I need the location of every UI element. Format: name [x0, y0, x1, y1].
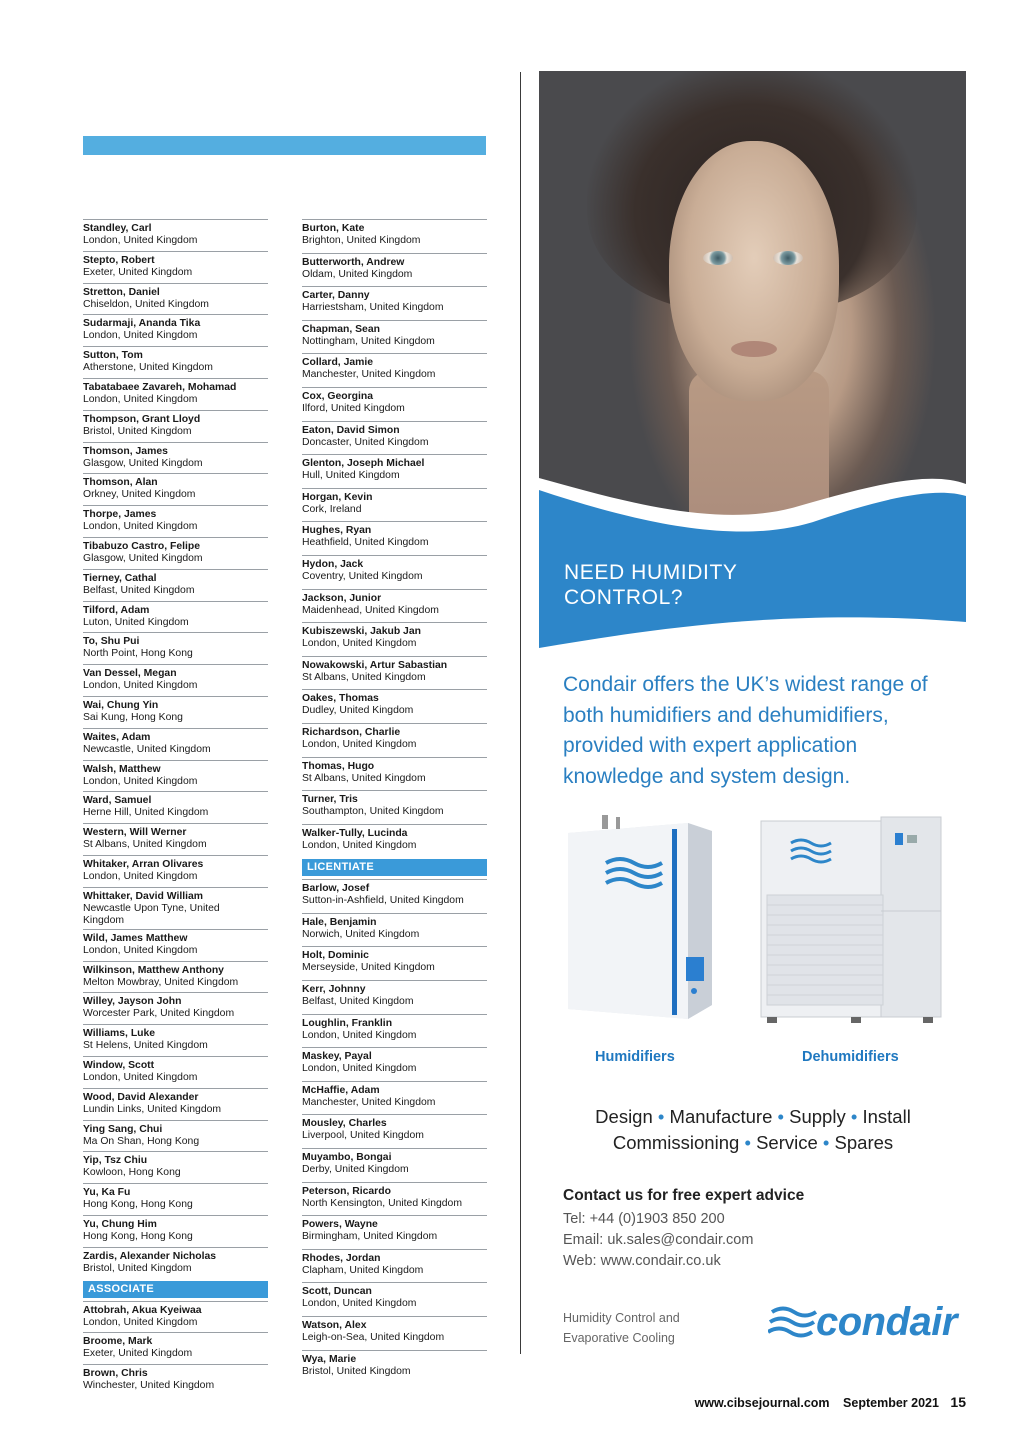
directory-entry	[302, 219, 487, 253]
directory-entry	[302, 555, 487, 589]
entry-location: Maidenhead, United Kingdom	[302, 604, 439, 616]
directory-entry	[302, 488, 487, 522]
services-line-1: Design • Manufacture • Supply • Install	[595, 1106, 911, 1127]
ad-blue-wave	[539, 460, 966, 652]
entry-name: Wya, Marie	[302, 1353, 357, 1365]
directory-entry	[302, 353, 487, 387]
entry-location: Dudley, United Kingdom	[302, 705, 414, 717]
entry-location: London, United Kingdom	[83, 521, 198, 533]
entry-name: Wood, David Alexander	[83, 1091, 199, 1103]
entry-location: Harriestsham, United Kingdom	[302, 302, 444, 314]
entry-location: London, United Kingdom	[83, 393, 198, 405]
entry-name: Thomson, Alan	[83, 477, 158, 489]
entry-name: Kerr, Johnny	[302, 984, 366, 996]
entry-name: Walker-Tully, Lucinda	[302, 827, 408, 839]
directory-entry	[83, 569, 268, 601]
entry-location: London, United Kingdom	[83, 1316, 198, 1328]
directory-entry	[302, 879, 487, 913]
entry-name: Willey, Jayson John	[83, 996, 182, 1008]
directory-column-2	[302, 219, 487, 1383]
directory-entry	[302, 521, 487, 555]
entry-name: Tibabuzo Castro, Felipe	[83, 540, 201, 552]
contact-tel: Tel: +44 (0)1903 850 200	[563, 1211, 725, 1227]
directory-entry	[302, 656, 487, 690]
entry-name: Whittaker, David William	[83, 890, 204, 902]
directory-entry	[302, 824, 487, 858]
membership-section-heading: ASSOCIATE	[83, 1281, 268, 1298]
entry-location: Chiseldon, United Kingdom	[83, 298, 209, 310]
entry-name: Attobrah, Akua Kyeiwaa	[83, 1304, 202, 1316]
entry-name: Nowakowski, Artur Sabastian	[302, 659, 448, 671]
entry-location: London, United Kingdom	[83, 1071, 198, 1083]
entry-location: Birmingham, United Kingdom	[302, 1231, 438, 1243]
entry-name: Kubiszewski, Jakub Jan	[302, 626, 421, 638]
entry-location: London, United Kingdom	[302, 638, 417, 650]
directory-entry	[302, 1148, 487, 1182]
entry-location: Kowloon, Hong Kong	[83, 1167, 181, 1179]
entry-location: Merseyside, United Kingdom	[302, 962, 435, 974]
directory-entry	[83, 378, 268, 410]
directory-entry	[302, 1215, 487, 1249]
entry-location: Derby, United Kingdom	[302, 1164, 409, 1176]
entry-name: Muyambo, Bongai	[302, 1152, 392, 1164]
entry-location: St Albans, United Kingdom	[302, 772, 426, 784]
entry-name: Rhodes, Jordan	[302, 1252, 381, 1264]
directory-entry	[83, 1215, 268, 1247]
entry-name: Van Dessel, Megan	[83, 668, 177, 680]
directory-entry	[83, 1183, 268, 1215]
entry-location: North Kensington, United Kingdom	[302, 1197, 462, 1209]
directory-entry	[83, 601, 268, 633]
entry-location: Sutton-in-Ashfield, United Kingdom	[302, 895, 464, 907]
directory-entry	[83, 887, 268, 929]
product-label-dehumidifiers: Dehumidifiers	[802, 1049, 899, 1065]
directory-entry	[302, 1316, 487, 1350]
directory-entry	[302, 454, 487, 488]
entry-location: London, United Kingdom	[302, 1029, 417, 1041]
contact-heading: Contact us for free expert advice	[563, 1187, 805, 1204]
entry-name: Carter, Danny	[302, 290, 370, 302]
directory-entry	[83, 728, 268, 760]
directory-entry	[302, 320, 487, 354]
entry-location: London, United Kingdom	[302, 1063, 417, 1075]
directory-entry	[83, 823, 268, 855]
entry-name: Loughlin, Franklin	[302, 1017, 393, 1029]
entry-name: Waites, Adam	[83, 731, 151, 743]
entry-name: Stretton, Daniel	[83, 286, 160, 298]
directory-entry	[83, 251, 268, 283]
entry-location: London, United Kingdom	[302, 738, 417, 750]
directory-entry	[83, 410, 268, 442]
page-number: 15	[950, 1394, 966, 1410]
entry-name: Watson, Alex	[302, 1320, 367, 1331]
entry-location: Liverpool, United Kingdom	[302, 1130, 424, 1142]
entry-location: Ma On Shan, Hong Kong	[83, 1135, 200, 1147]
entry-location: Belfast, United Kingdom	[83, 584, 195, 596]
entry-location: Ilford, United Kingdom	[302, 402, 405, 414]
entry-location: Orkney, United Kingdom	[83, 489, 196, 501]
directory-entry	[83, 632, 268, 664]
entry-location: London, United Kingdom	[83, 235, 198, 246]
contact-web: Web: www.condair.co.uk	[563, 1253, 721, 1269]
entry-location: Southampton, United Kingdom	[302, 806, 444, 818]
entry-location: Bristol, United Kingdom	[83, 425, 192, 437]
entry-location: Leigh-on-Sea, United Kingdom	[302, 1332, 445, 1343]
entry-location: Brighton, United Kingdom	[302, 235, 421, 246]
entry-name: Holt, Dominic	[302, 950, 369, 962]
condair-logo: condair	[816, 1300, 957, 1344]
directory-entry	[83, 855, 268, 887]
entry-name: Brown, Chris	[83, 1368, 148, 1380]
entry-name: Scott, Duncan	[302, 1286, 372, 1298]
product-label-humidifiers: Humidifiers	[595, 1049, 675, 1065]
directory-entry	[83, 1024, 268, 1056]
directory-column-1	[83, 219, 268, 1396]
entry-name: Stepto, Robert	[83, 254, 155, 266]
directory-entry	[83, 1088, 268, 1120]
entry-name: Ying Sang, Chui	[83, 1123, 163, 1135]
directory-entry	[83, 760, 268, 792]
directory-entry	[302, 1350, 487, 1384]
directory-entry	[83, 992, 268, 1024]
entry-name: Hughes, Ryan	[302, 525, 372, 537]
entry-name: Jackson, Junior	[302, 592, 382, 604]
directory-entry	[83, 346, 268, 378]
entry-name: Collard, Jamie	[302, 357, 374, 369]
directory-entry	[302, 622, 487, 656]
entry-name: Mousley, Charles	[302, 1118, 387, 1130]
entry-location: Sai Kung, Hong Kong	[83, 711, 183, 723]
membership-section-heading: LICENTIATE	[302, 859, 487, 876]
entry-name: Tilford, Adam	[83, 604, 150, 616]
directory-entry	[83, 505, 268, 537]
entry-location: Heathfield, United Kingdom	[302, 537, 429, 549]
directory-entry	[83, 929, 268, 961]
page-footer	[695, 1394, 966, 1410]
entry-location: Newcastle, United Kingdom	[83, 743, 211, 755]
footer-url: www.cibsejournal.com	[694, 1396, 830, 1410]
entry-location: Belfast, United Kingdom	[302, 996, 414, 1008]
entry-location: Newcastle Upon Tyne, United Kingdom	[83, 902, 220, 927]
directory-entry	[83, 791, 268, 823]
entry-location: London, United Kingdom	[83, 944, 198, 956]
directory-entry	[83, 1301, 268, 1333]
ad-headline-line-1: NEED HUMIDITY	[564, 561, 738, 584]
entry-name: Thomas, Hugo	[302, 760, 375, 772]
entry-name: Zardis, Alexander Nicholas	[83, 1250, 217, 1262]
entry-location: St Helens, United Kingdom	[83, 1040, 208, 1052]
directory-entry	[83, 696, 268, 728]
entry-name: Sutton, Tom	[83, 350, 143, 362]
entry-name: Window, Scott	[83, 1059, 155, 1071]
contact-email: Email: uk.sales@condair.com	[563, 1232, 754, 1248]
directory-entry	[302, 946, 487, 980]
directory-entry	[302, 1182, 487, 1216]
entry-name: Hydon, Jack	[302, 558, 364, 570]
humidifier-product-image	[562, 815, 717, 1045]
section-header-bar	[83, 136, 486, 155]
directory-entry	[302, 1047, 487, 1081]
dehumidifier-product-image	[755, 815, 965, 1045]
entry-name: Wilkinson, Matthew Anthony	[83, 964, 224, 976]
entry-name: Western, Will Werner	[83, 827, 187, 839]
entry-name: Thompson, Grant Lloyd	[83, 413, 201, 425]
entry-location: Hong Kong, Hong Kong	[83, 1199, 193, 1211]
entry-location: Worcester Park, United Kingdom	[83, 1008, 235, 1020]
entry-location: St Albans, United Kingdom	[302, 671, 426, 683]
entry-name: Tierney, Cathal	[83, 572, 157, 584]
entry-name: Turner, Tris	[302, 794, 358, 806]
column-divider	[520, 72, 521, 1354]
entry-location: Hong Kong, Hong Kong	[83, 1230, 193, 1242]
entry-name: Broome, Mark	[83, 1336, 153, 1348]
entry-name: Powers, Wayne	[302, 1219, 378, 1231]
entry-name: Eaton, David Simon	[302, 424, 400, 436]
entry-location: Bristol, United Kingdom	[83, 1262, 192, 1274]
directory-entry	[83, 1151, 268, 1183]
entry-name: Butterworth, Andrew	[302, 256, 405, 268]
entry-location: London, United Kingdom	[83, 330, 198, 342]
entry-location: Oldam, United Kingdom	[302, 268, 413, 280]
directory-entry	[302, 589, 487, 623]
entry-location: Lundin Links, United Kingdom	[83, 1103, 222, 1115]
directory-entry	[302, 757, 487, 791]
directory-entry	[83, 961, 268, 993]
entry-name: Wild, James Matthew	[83, 932, 188, 944]
entry-name: Burton, Kate	[302, 223, 365, 234]
entry-location: Coventry, United Kingdom	[302, 570, 423, 582]
entry-name: Thomson, James	[83, 445, 168, 457]
directory-entry	[302, 913, 487, 947]
entry-location: Clapham, United Kingdom	[302, 1264, 424, 1276]
entry-name: Richardson, Charlie	[302, 726, 401, 738]
entry-location: Glasgow, United Kingdom	[83, 552, 203, 564]
entry-location: Cork, Ireland	[302, 503, 362, 515]
entry-location: Herne Hill, United Kingdom	[83, 807, 209, 819]
entry-name: Walsh, Matthew	[83, 763, 161, 775]
ad-lead-text: Condair offers the UK’s widest range of both humidifiers and dehumidifiers, provided with expert application knowledge and system design.	[563, 673, 928, 788]
condair-wave-logo-icon	[768, 1304, 818, 1340]
directory-entry	[83, 473, 268, 505]
directory-entry	[83, 314, 268, 346]
directory-entry	[83, 664, 268, 696]
services-line-2: Commissioning • Service • Spares	[612, 1132, 894, 1153]
directory-entry	[302, 1014, 487, 1048]
entry-name: McHaffie, Adam	[302, 1084, 380, 1096]
entry-location: Glasgow, United Kingdom	[83, 457, 203, 469]
directory-entry	[83, 1332, 268, 1364]
entry-location: Manchester, United Kingdom	[302, 369, 436, 381]
entry-name: Whitaker, Arran Olivares	[83, 858, 204, 870]
entry-location: Nottingham, United Kingdom	[302, 335, 435, 347]
entry-location: North Point, Hong Kong	[83, 648, 193, 660]
directory-entry	[302, 790, 487, 824]
directory-entry	[302, 723, 487, 757]
directory-entry	[83, 537, 268, 569]
entry-name: Hale, Benjamin	[302, 916, 377, 928]
directory-entry	[302, 689, 487, 723]
entry-location: Melton Mowbray, United Kingdom	[83, 976, 239, 988]
entry-location: London, United Kingdom	[302, 1298, 417, 1310]
directory-entry	[83, 442, 268, 474]
directory-entry	[83, 1247, 268, 1279]
entry-location: Hull, United Kingdom	[302, 470, 400, 482]
entry-location: Winchester, United Kingdom	[83, 1380, 215, 1392]
entry-name: Standley, Carl	[83, 223, 152, 234]
entry-location: Bristol, United Kingdom	[302, 1365, 411, 1377]
ad-tagline: Humidity Control and Evaporative Cooling	[563, 1311, 680, 1345]
directory-entry	[302, 1114, 487, 1148]
entry-name: Barlow, Josef	[302, 883, 370, 895]
entry-location: Norwich, United Kingdom	[302, 928, 420, 940]
entry-name: Oakes, Thomas	[302, 693, 379, 705]
directory-entry	[83, 1364, 268, 1396]
directory-entry	[83, 1120, 268, 1152]
entry-name: Yu, Chung Him	[83, 1218, 157, 1230]
directory-entry	[83, 219, 268, 251]
directory-entry	[83, 1056, 268, 1088]
entry-location: London, United Kingdom	[302, 839, 417, 851]
footer-issue: September 2021	[843, 1396, 939, 1410]
entry-name: Yip, Tsz Chiu	[83, 1155, 148, 1167]
entry-name: To, Shu Pui	[83, 636, 140, 648]
entry-name: Peterson, Ricardo	[302, 1185, 391, 1197]
entry-name: Maskey, Payal	[302, 1051, 372, 1063]
entry-name: Wai, Chung Yin	[83, 699, 159, 711]
ad-headline-line-2: CONTROL?	[564, 586, 684, 609]
ad-headline	[564, 560, 737, 610]
entry-name: Horgan, Kevin	[302, 491, 373, 503]
entry-name: Chapman, Sean	[302, 323, 380, 335]
entry-name: Tabatabaee Zavareh, Mohamad	[83, 381, 237, 393]
directory-entry	[302, 286, 487, 320]
entry-location: Exeter, United Kingdom	[83, 266, 193, 278]
entry-name: Williams, Luke	[83, 1028, 156, 1040]
entry-location: Exeter, United Kingdom	[83, 1348, 193, 1360]
directory-entry	[302, 387, 487, 421]
directory-entry	[302, 1081, 487, 1115]
directory-entry	[302, 980, 487, 1014]
directory-entry	[302, 421, 487, 455]
directory-entry	[302, 253, 487, 287]
entry-location: St Albans, United Kingdom	[83, 839, 207, 851]
entry-location: London, United Kingdom	[83, 775, 198, 787]
entry-location: Luton, United Kingdom	[83, 616, 189, 628]
ad-services-list	[563, 1104, 943, 1156]
entry-name: Yu, Ka Fu	[83, 1187, 131, 1199]
directory-entry	[302, 1282, 487, 1316]
entry-name: Sudarmaji, Ananda Tika	[83, 318, 201, 330]
entry-location: Manchester, United Kingdom	[302, 1096, 436, 1108]
entry-name: Thorpe, James	[83, 509, 157, 521]
directory-entry	[302, 1249, 487, 1283]
entry-location: London, United Kingdom	[83, 870, 198, 882]
entry-location: Atherstone, United Kingdom	[83, 362, 213, 374]
entry-location: Doncaster, United Kingdom	[302, 436, 429, 448]
entry-name: Ward, Samuel	[83, 795, 152, 807]
entry-location: London, United Kingdom	[83, 680, 198, 692]
directory-entry	[83, 283, 268, 315]
entry-name: Glenton, Joseph Michael	[302, 458, 425, 470]
entry-name: Cox, Georgina	[302, 390, 374, 402]
